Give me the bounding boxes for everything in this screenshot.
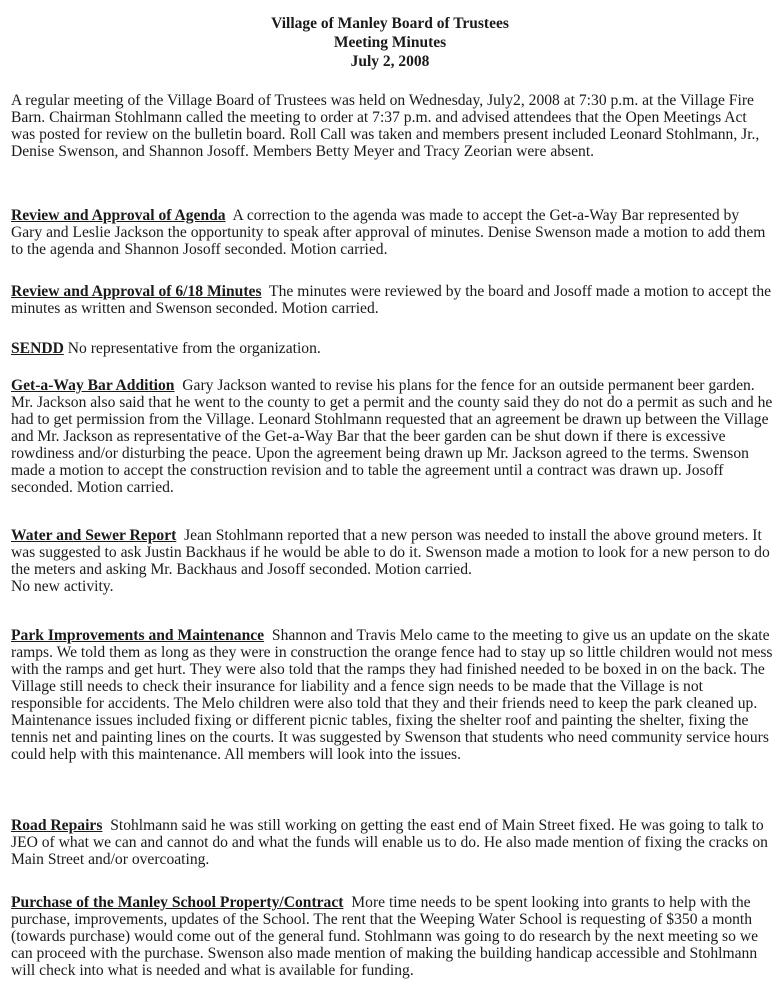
- section-heading: Road Repairs: [11, 817, 103, 834]
- intro-paragraph: A regular meeting of the Village Board of Trustees was held on Wednesday, July2, 2008 at 7:30 p.m. at the Village Fire Barn. Chairman Stohlmann called the meeting to order at 7:37 p.m. and advised attendees that the Open Meetings Act was posted for review on the bulletin board. Roll Call was taken and members present included Leonard Stohlmann, Jr., Denise Swenson, and Shannon Josoff. Members Betty Meyer and Tracy Zeorian were absent.: [11, 92, 760, 160]
- section-road-repairs: [11, 817, 773, 868]
- org-title: Village of Manley Board of Trustees: [271, 15, 509, 32]
- section-minutes: [11, 283, 773, 317]
- meeting-date: July 2, 2008: [350, 53, 430, 70]
- doc-type-title: Meeting Minutes: [333, 34, 447, 51]
- section-heading: Purchase of the Manley School Property/Contract: [11, 894, 344, 911]
- section-heading: SENDD: [11, 340, 64, 357]
- section-school-purchase: [11, 894, 773, 979]
- section-text-continued: Maintenance issues included fixing or different picnic tables, fixing the shelter roof and painting the shelter, fixing the tennis net and painting lines on the courts. It was suggested by Swenson that students who need community service hours could help with this maintenance. All members will look into the issues.: [11, 712, 769, 763]
- section-text: The minutes were reviewed by the board and Josoff made a motion to accept the minutes as written and Swenson seconded. Motion carried.: [11, 283, 772, 317]
- section-park: [11, 627, 773, 763]
- section-agenda: [11, 207, 773, 258]
- section-bar-addition: [11, 377, 773, 496]
- section-sendd: [11, 340, 773, 357]
- section-heading: Park Improvements and Maintenance: [11, 627, 265, 644]
- section-text: More time needs to be spent looking into grants to help with the purchase, improvements, updates of the School. The rent that the Weeping Water School is requesting of $350 a month (towards purchase) would come out of the general fund. Stohlmann was going to do research by the next meeting so we can proceed with the purchase. Swenson also made mention of making the building handicap accessible and Stohlmann will check into what is needed and what is available for funding.: [11, 894, 758, 979]
- section-text: No representative from the organization.: [67, 340, 321, 357]
- section-heading: Review and Approval of Agenda: [11, 207, 226, 224]
- section-heading: Water and Sewer Report: [11, 527, 177, 544]
- section-note: No new activity.: [11, 578, 114, 595]
- section-text: Shannon and Travis Melo came to the meeting to give us an update on the skate ramps. We told them as long as they were in construction the orange fence had to stay up so little children would not mess with the ramps and get hurt. They were also told that the ramps they had finished needed to be boxed in on the back. The Village still needs to check their insurance for liability and a fence sign needs to be made that the Village is not responsible for accidents. The Melo children were also told that they and their friends need to keep the park cleaned up.: [11, 627, 773, 712]
- document-header: [0, 14, 780, 71]
- section-text: Gary Jackson wanted to revise his plans for the fence for an outside permanent beer garden. Mr. Jackson also said that he went to the county to get a permit and the county said they do not do a permit as such and he had to get permission from the Village. Leonard Stohlmann requested that an agreement be drawn up between the Village and Mr. Jackson as representative of the Get-a-Way Bar that the beer garden can be shut down if there is excessive rowdiness and/or disturbing the peace. Upon the agreement being drawn up Mr. Jackson agreed to the terms. Swenson made a motion to accept the construction revision and to table the agreement until a contract was drawn up. Josoff seconded. Motion carried.: [11, 377, 773, 496]
- section-text: Stohlmann said he was still working on getting the east end of Main Street fixed. He was going to talk to JEO of what we can and cannot do and what the funds will enable us to do. He also made mention of fixing the cracks on Main Street and/or overcoating.: [11, 817, 768, 868]
- section-water-sewer: [11, 527, 773, 595]
- section-heading: Get-a-Way Bar Addition: [11, 377, 175, 394]
- section-text: A correction to the agenda was made to accept the Get-a-Way Bar represented by Gary and Leslie Jackson the opportunity to speak after approval of minutes. Denise Swenson made a motion to add them to the agenda and Shannon Josoff seconded. Motion carried.: [11, 207, 766, 258]
- section-heading: Review and Approval of 6/18 Minutes: [11, 283, 262, 300]
- section-text: Jean Stohlmann reported that a new person was needed to install the above ground meters. It was suggested to ask Justin Backhaus if he would be able to do it. Swenson made a motion to look for a new person to do the meters and asking Mr. Backhaus and Josoff seconded. Motion carried.: [11, 527, 770, 578]
